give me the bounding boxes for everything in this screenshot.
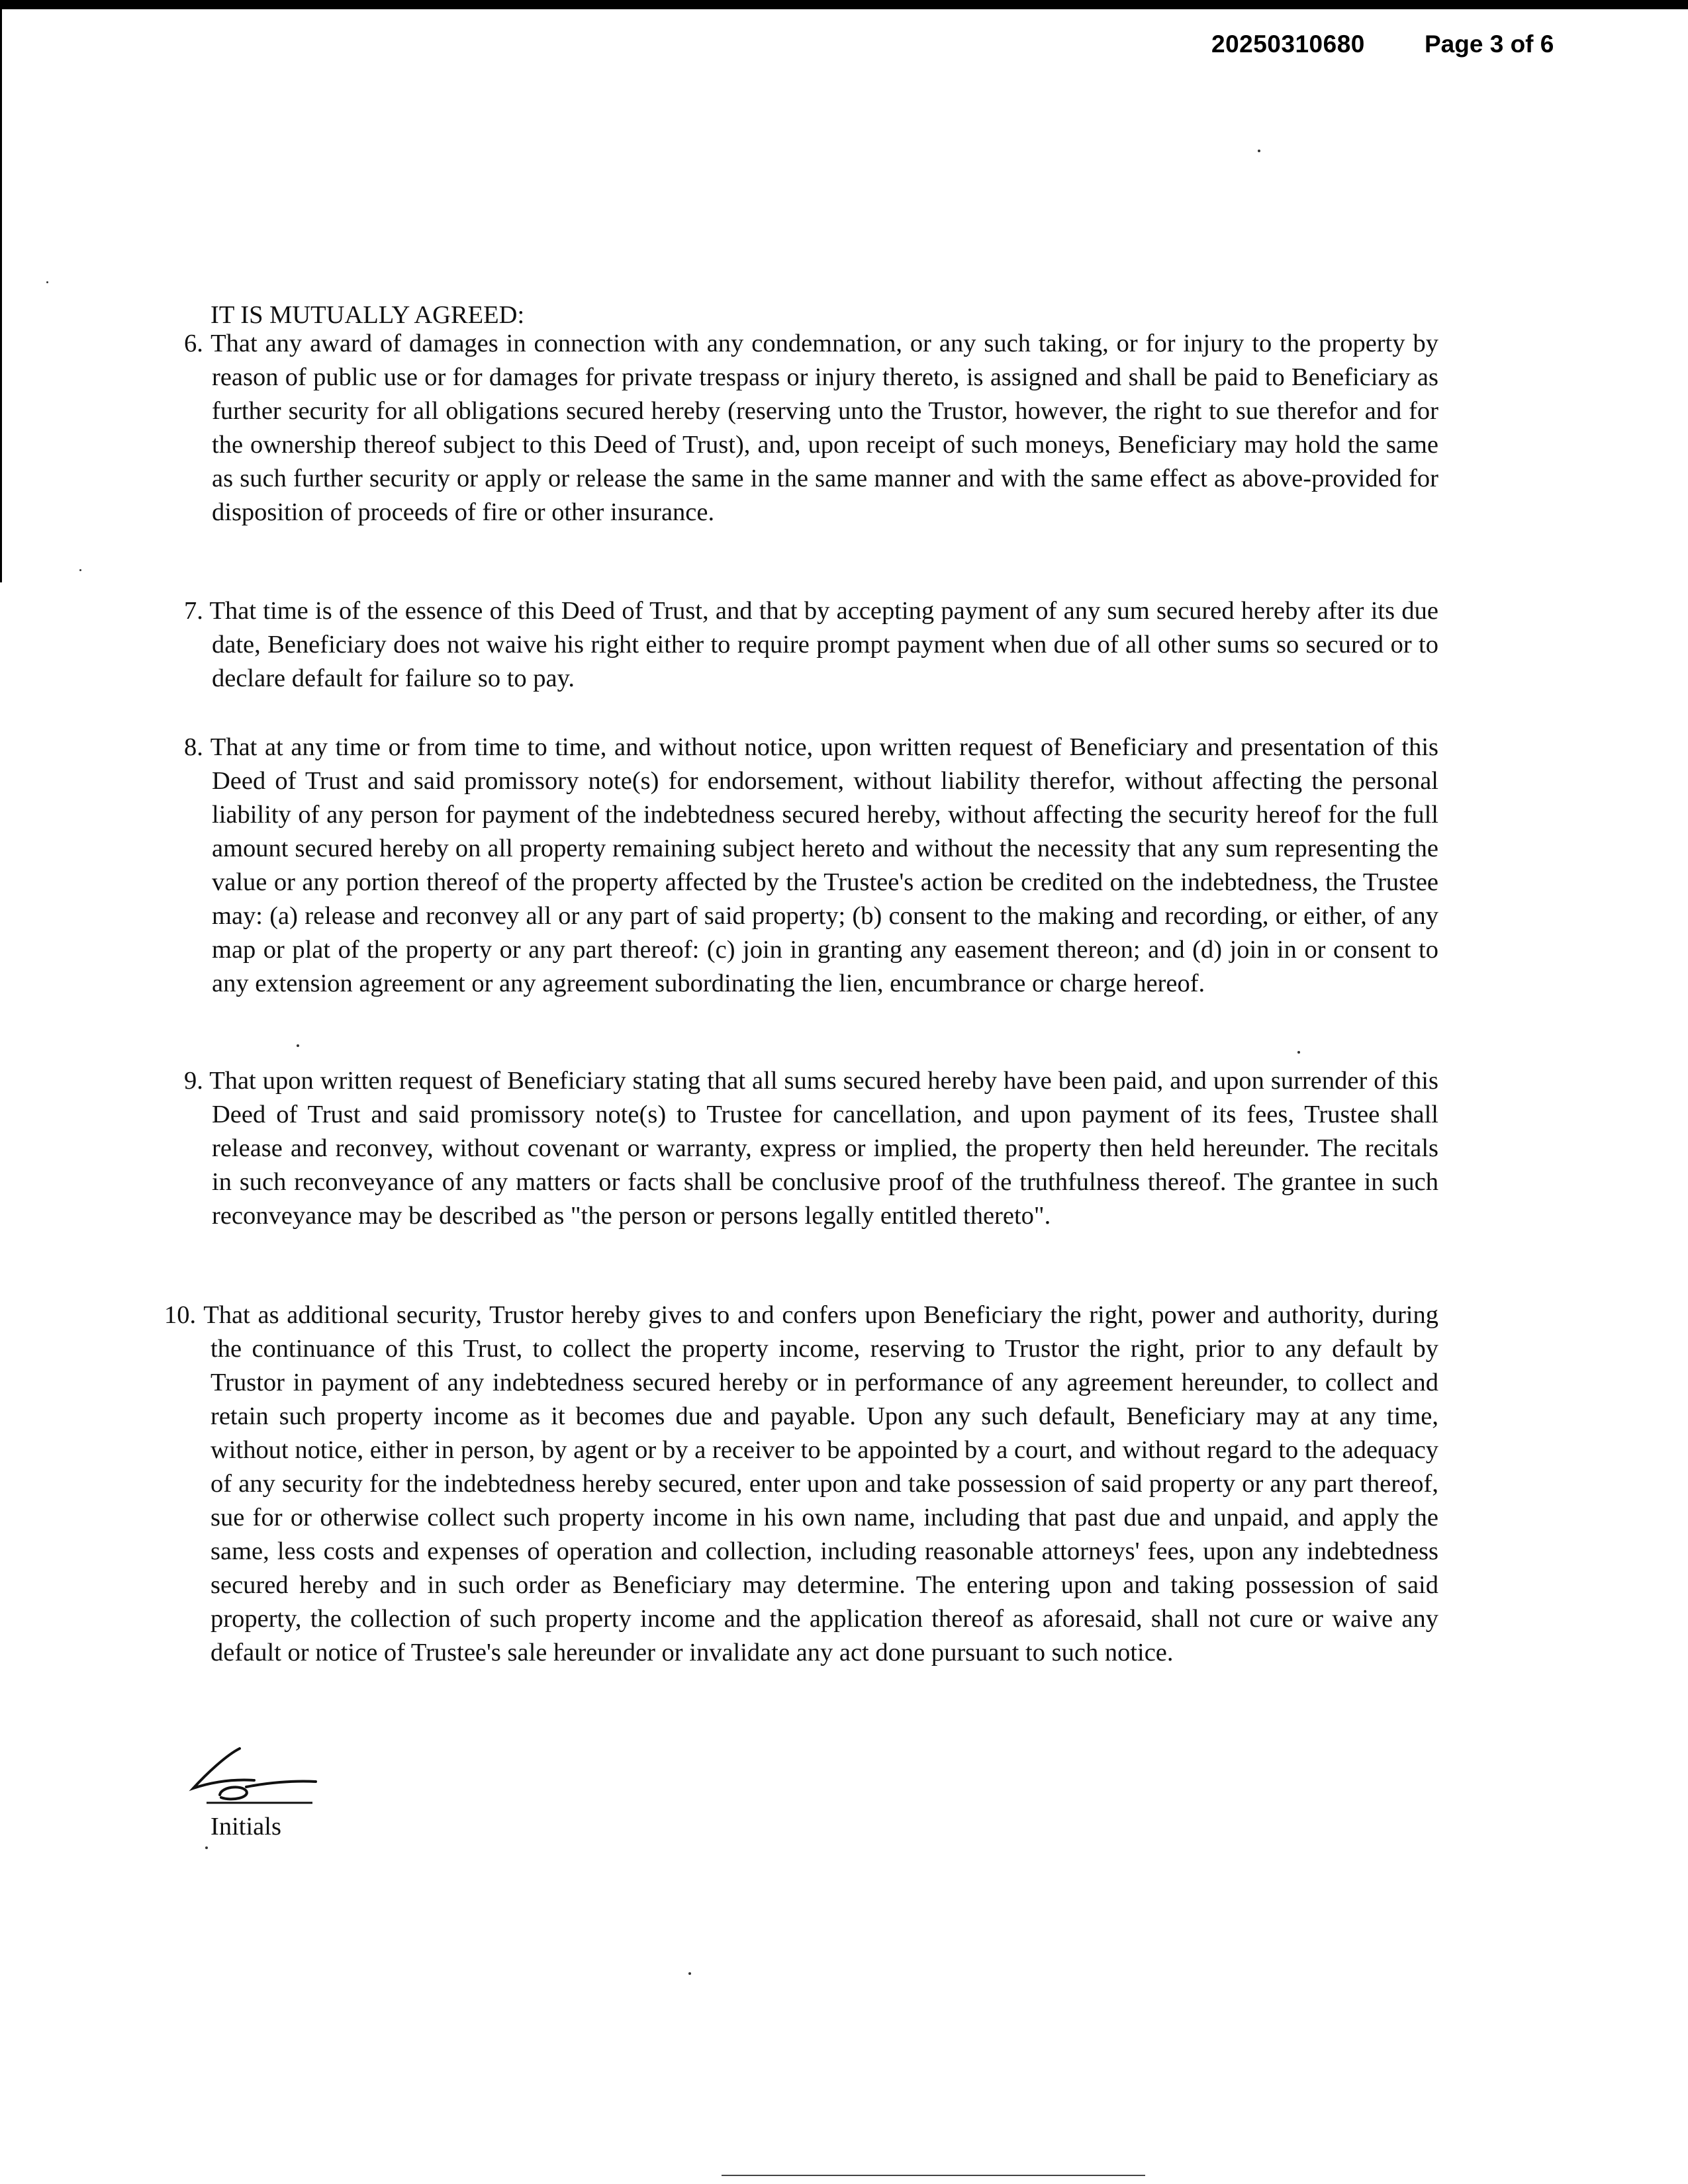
scan-speck [79,569,81,571]
clause-7 [164,594,1438,696]
scan-top-border [0,0,1688,9]
scan-speck [1297,1051,1300,1054]
scan-speck [688,1972,691,1975]
scan-speck [46,281,48,283]
clause-number: 6. [184,330,203,357]
clause-10 [164,1298,1438,1670]
clause-body: That any award of damages in connection with any condemnation, or any such taking, or for injury to the property by reason of public use or for damages for private trespass or injury thereto, is assigned and shall be paid to Beneficiary as further security for all obligations secured hereby (reserving unto the Trustor, however, the right to sue therefor and for the ownership thereof subject to this Deed of Trust), and, upon receipt of such moneys, Beneficiary may hold the same as such further security or apply or release the same in the same manner and with the same effect as above-provided for disposition of proceeds of fire or other insurance. [211,330,1438,526]
document-number: 20250310680 [1211,30,1365,58]
scan-speck [297,1044,299,1047]
clause-text [164,731,1438,1001]
clause-text [164,1064,1438,1233]
clause-text [164,327,1438,529]
clause-9 [164,1064,1438,1233]
clause-number: 7. [184,597,203,625]
clause-6 [164,327,1438,529]
clause-number: 10. [164,1301,197,1329]
clause-text [164,594,1438,696]
clause-body: That as additional security, Trustor hereby gives to and confers upon Beneficiary the right, power and authority, during the continuance of this Trust, to collect the property income, reserving to Trustor the right, prior to any default by Trustor in payment of any indebtedness secured hereby or in performance of any agreement hereunder, to collect and retain such property income as it becomes due and payable. Upon any such default, Beneficiary may at any time, without notice, either in person, by agent or by a receiver to be appointed by a court, and without regard to the adequacy of any security for the indebtedness hereby secured, enter upon and take possession of said property or any part thereof, sue for or otherwise collect such property income in his own name, including that past due and unpaid, and apply the same, less costs and expenses of operation and collection, including reasonable attorneys' fees, upon any indebtedness secured hereby and in such order as Beneficiary may determine. The entering upon and taking possession of said property, the collection of such property income and the application thereof as aforesaid, shall not cure or waive any default or notice of Trustee's sale hereunder or invalidate any act done pursuant to such notice. [203,1301,1438,1666]
page-indicator: Page 3 of 6 [1425,30,1554,58]
section-heading: IT IS MUTUALLY AGREED: [211,301,525,329]
clause-8 [164,731,1438,1001]
initials-signature [180,1741,319,1807]
clause-text [164,1298,1438,1670]
clause-number: 9. [184,1067,203,1095]
initials-label: Initials [211,1813,281,1841]
clause-number: 8. [184,733,203,761]
clause-body: That upon written request of Beneficiary stating that all sums secured hereby have been paid, and upon surrender of this Deed of Trust and said promissory note(s) to Trustee for cancellation, and upon payment of its fees, Trustee shall release and reconvey, without covenant or warranty, express or implied, the property then held hereunder. The recitals in such reconveyance of any matters or facts shall be conclusive proof of the truthfulness thereof. The grantee in such reconveyance may be described as "the person or persons legally entitled thereto". [209,1067,1438,1230]
scan-left-border [0,0,2,582]
scan-speck [1258,150,1260,152]
scan-bottom-mark [722,2175,1145,2176]
scan-speck [205,1846,208,1849]
clause-body: That at any time or from time to time, and without notice, upon written request of Beneficiary and presentation of this Deed of Trust and said promissory note(s) for endorsement, without liability therefor, without affecting the personal liability of any person for payment of the indebtedness secured hereby, without affecting the security hereof for the full amount secured hereby on all property remaining subject hereto and without the necessity that any sum representing the value or any portion thereof of the property affected by the Trustee's action be credited on the indebtedness, the Trustee may: (a) release and reconvey all or any part of said property; (b) consent to the making and recording, or either, of any map or plat of the property or any part thereof: (c) join in granting any easement thereon; and (d) join in or consent to any extension agreement or any agreement subordinating the lien, encumbrance or charge hereof. [210,733,1438,997]
clause-body: That time is of the essence of this Deed of Trust, and that by accepting payment of any sum secured hereby after its due date, Beneficiary does not waive his right either to require prompt payment when due of all other sums so secured or to declare default for failure so to pay. [209,597,1438,692]
